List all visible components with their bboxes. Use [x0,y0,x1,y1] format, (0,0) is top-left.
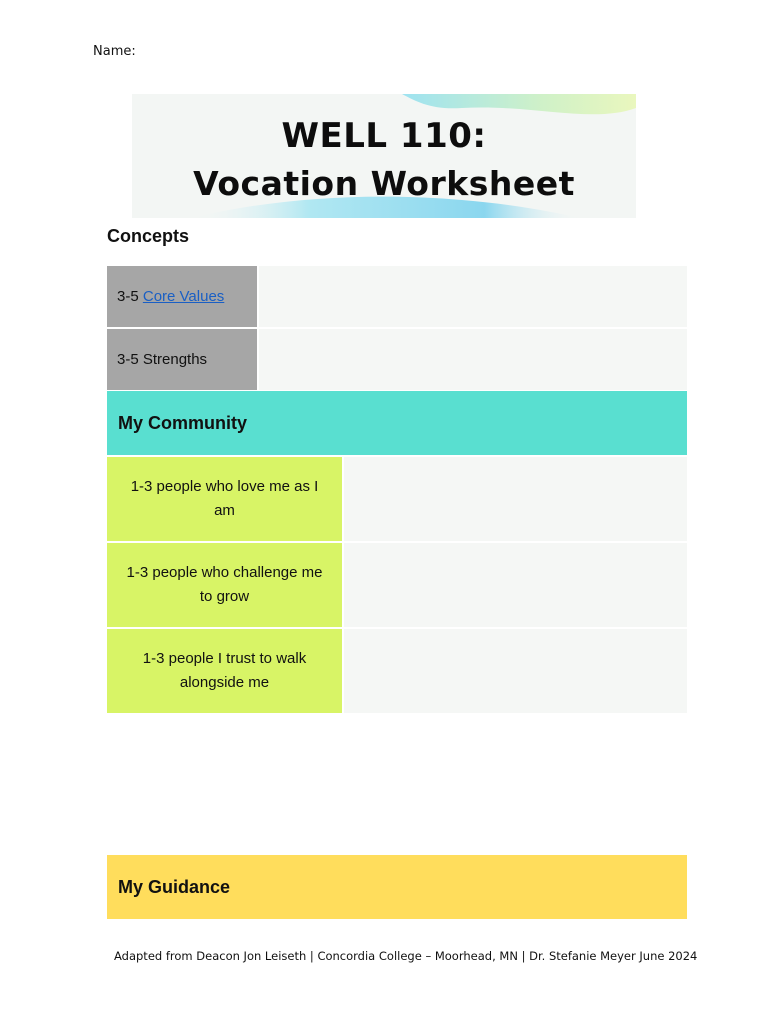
my-guidance-heading: My Guidance [107,855,687,919]
table-row [107,266,687,329]
table-row [107,629,687,715]
footer-attribution: Adapted from Deacon Jon Leiseth | Concordia College – Moorhead, MN | Dr. Stefanie Meyer June 2024 [114,949,698,963]
banner-title-line-2: Vocation Worksheet [193,164,575,203]
title-banner [132,94,636,218]
concepts-heading: Concepts [107,226,190,246]
love-me-label: 1-3 people who love me as I am [107,457,344,541]
core-values-prefix: 3-5 [117,288,143,305]
table-row [107,329,687,392]
challenge-me-label: 1-3 people who challenge me to grow [107,543,344,627]
concepts-table [107,266,687,392]
strengths-label: 3-5 Strengths [107,329,259,390]
challenge-me-answer-field[interactable] [344,543,687,627]
trust-walk-answer-field[interactable] [344,629,687,713]
table-row [107,457,687,543]
love-me-answer-field[interactable] [344,457,687,541]
strengths-answer-field[interactable] [259,329,687,390]
core-values-answer-field[interactable] [259,266,687,327]
core-values-link[interactable]: Core Values [142,288,225,305]
core-values-label [107,266,259,327]
my-community-heading: My Community [107,391,687,455]
name-label: Name: [93,44,136,59]
banner-title-line-1: WELL 110: [281,116,487,156]
table-row [107,543,687,629]
community-table [107,457,687,715]
trust-walk-label: 1-3 people I trust to walk alongside me [107,629,344,713]
